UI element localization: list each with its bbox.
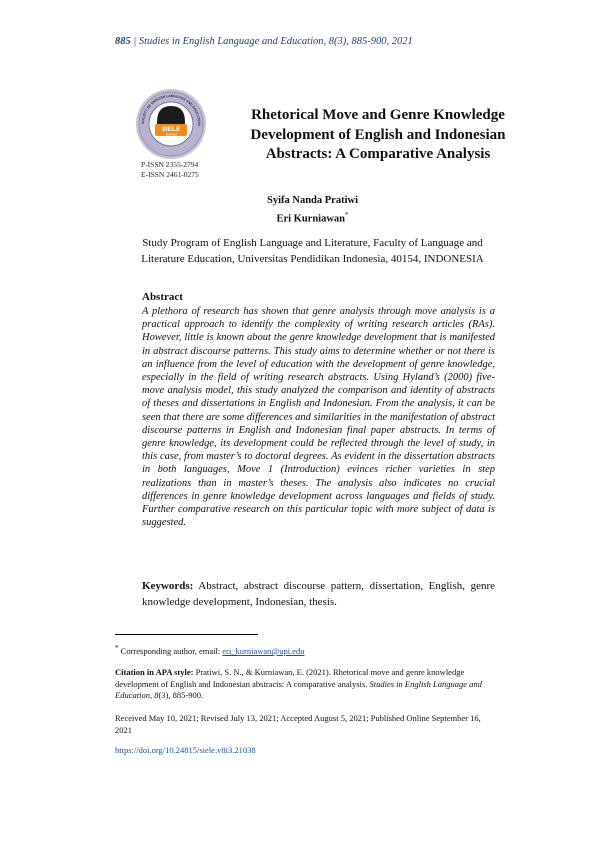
keywords xyxy=(142,578,495,610)
page-number: 885 xyxy=(115,36,131,47)
journal-reference: | Studies in English Language and Education, 8(3), 885-900, 2021 xyxy=(133,36,413,47)
citation-label: Citation in APA style: xyxy=(115,667,194,677)
keywords-text: Abstract, abstract discourse pattern, dissertation, English, genre knowledge development, Indonesian, thesis. xyxy=(142,580,495,608)
abstract-body: A plethora of research has shown that genre analysis through move analysis is a practical approach to identify the complexity of writing research articles (RAs). However, little is known about the genre knowledge development that is manifested in abstract discourse patterns. This study aims to determine whether or not there is an influence from the level of education with the development of genre knowledge, especially in the field of writing research abstracts. Using Hyland’s (2000) five-move analysis model, this study analyzed the comparison and identity of abstracts of theses and dissertations in English and Indonesian. From the analysis, it can be seen that there are some differences and similarities in the manifestation of abstract discourse patterns in English and Indonesian final paper abstracts. In terms of genre knowledge, its development could be reflected through the level of study, in this case, from master’s to doctoral degrees. As evident in the dissertation abstracts in both languages, Move 1 (Introduction) evinces richer varieties in step realizations than in master’s theses. The analysis also indicates no crucial differences in genre knowledge development across languages and fields of study. Further comparative research on this particular topic with more subject of data is suggested. xyxy=(142,306,495,529)
keywords-label: Keywords: xyxy=(142,580,194,592)
svg-text:Journal: Journal xyxy=(165,132,177,137)
citation xyxy=(115,667,495,702)
svg-text:SOCIETY OF ENGLISH LANGUAGE AN: SOCIETY OF ENGLISH LANGUAGE AND EDUCATION xyxy=(140,93,202,126)
citation-journal: Studies in English Language and Education, 8 xyxy=(115,678,482,700)
corresponding-mark: * xyxy=(345,211,349,219)
citation-text: Pratiwi, S. N., & Kurniawan, E. (2021). Rhetorical move and genre knowledge development of English and Indonesian abstracts: A comparative analysis. xyxy=(115,667,465,689)
electronic-issn: E-ISSN 2461-0275 xyxy=(141,170,199,179)
email-link[interactable]: eri_kurniawan@upi.edu xyxy=(222,645,305,656)
print-issn: P-ISSN 2355-2794 xyxy=(141,160,199,169)
doi-link[interactable]: https://doi.org/10.24815/siele.v8i3.21038 xyxy=(115,745,256,755)
paper-title: Rhetorical Move and Genre Knowledge Development of English and Indonesian Abstracts: A Comparative Analysis xyxy=(250,107,506,162)
running-header xyxy=(115,36,413,47)
footnote-mark: * xyxy=(115,644,119,652)
siele-journal-logo xyxy=(135,88,207,160)
svg-text:SIELE: SIELE xyxy=(161,126,181,133)
abstract-heading: Abstract xyxy=(142,291,183,303)
footnote xyxy=(115,643,305,657)
footnote-text: Corresponding author, email: xyxy=(118,645,223,656)
publication-history: Received May 10, 2021; Revised July 13, 2021; Accepted August 5, 2021; Published Online September 16, 2021 xyxy=(115,713,481,735)
author-name: Eri Kurniawan xyxy=(276,213,346,225)
affiliation: Study Program of English Language and Literature, Faculty of Language and Literature Education, Universitas Pendidikan Indonesia, 40154, INDONESIA xyxy=(141,237,484,265)
issn-block xyxy=(141,160,199,180)
author-list xyxy=(190,193,435,227)
author-name: Syifa Nanda Pratiwi xyxy=(266,195,358,206)
citation-issue: (3), 885-900. xyxy=(158,690,204,700)
footnote-divider xyxy=(115,634,258,635)
